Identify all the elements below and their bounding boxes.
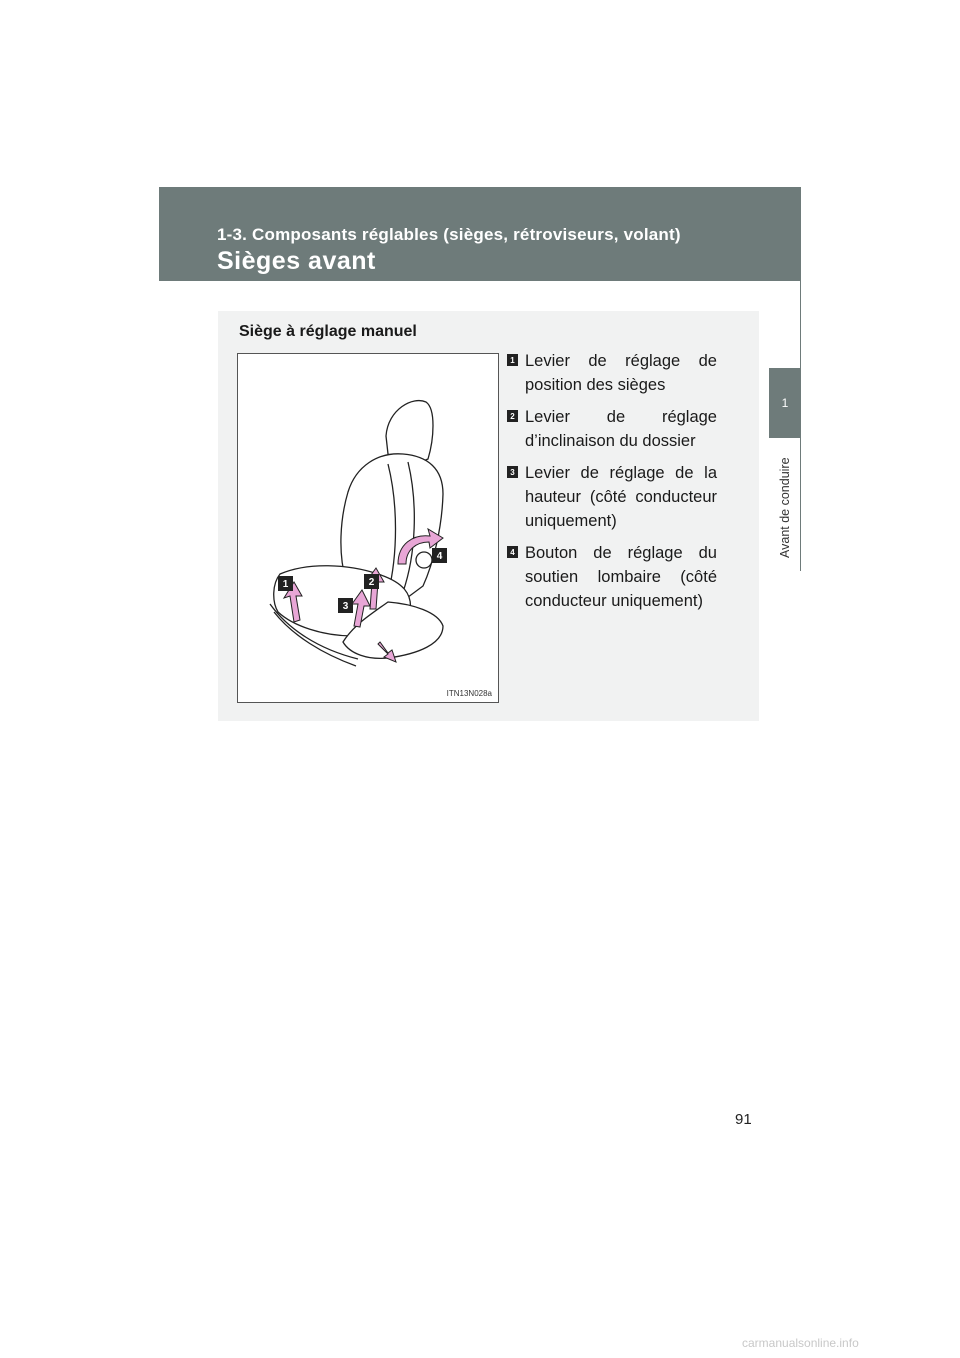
illustration-code: ITN13N028a [446,689,492,698]
list-item [507,541,717,613]
callout-1: 1 [282,579,289,590]
seat-drawing [238,354,498,702]
callout-3: 3 [342,601,349,612]
item-number: 3 [507,466,518,478]
item-text: Levier de réglage d’inclinaison du dossier [525,408,717,450]
section-title: 1-3. Composants réglables (sièges, rétroviseurs, volant) [217,225,681,244]
item-list [507,349,717,621]
page-title: Sièges avant [217,247,376,275]
item-number: 2 [507,410,518,422]
box-title: Siège à réglage manuel [239,323,417,340]
content-box [218,311,759,721]
item-number: 1 [507,354,518,366]
seat-illustration [237,353,499,703]
list-item [507,461,717,533]
item-text: Levier de réglage de position des sièges [525,352,717,394]
page-header [159,187,801,281]
item-text: Levier de réglage de la hauteur (côté conducteur uniquement) [525,464,717,530]
chapter-tab[interactable]: 1 [769,368,801,438]
callout-4: 4 [436,551,443,562]
item-number: 4 [507,546,518,558]
chapter-label: Avant de conduire [778,457,792,559]
callout-2: 2 [368,577,375,588]
item-text: Bouton de réglage du soutien lombaire (côté conducteur uniquement) [525,544,717,610]
page-number: 91 [735,1111,752,1128]
watermark: carmanualsonline.info [742,1336,859,1350]
list-item [507,405,717,453]
list-item [507,349,717,397]
